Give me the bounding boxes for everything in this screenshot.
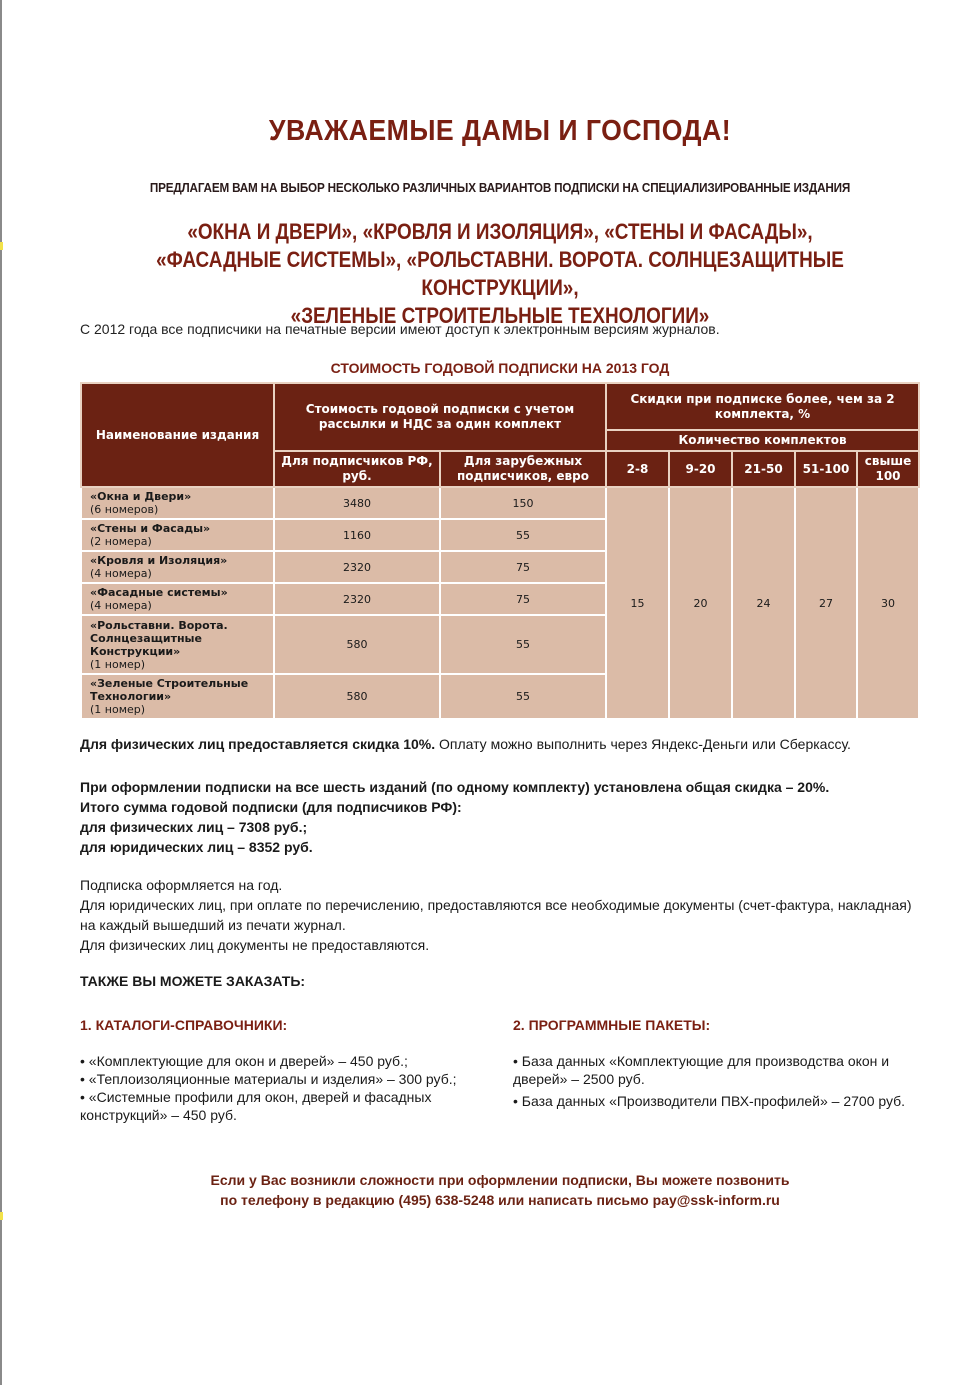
catalogs-title: 1. КАТАЛОГИ-СПРАВОЧНИКИ: [80, 1017, 288, 1033]
terms-note [80, 875, 930, 955]
bundle-line: При оформлении подписки на все шесть изданий (по одному комплекту) установлена общая скидка – 20%. [80, 779, 830, 795]
bundle-line: для физических лиц – 7308 руб.; [80, 819, 308, 835]
header-qty-51-100: 51-100 [795, 451, 857, 487]
edge-mark [0, 1212, 3, 1220]
discount-51-100: 27 [795, 487, 857, 719]
price-rf: 1160 [274, 519, 440, 551]
terms-line: Для физических лиц документы не предоставляются. [80, 937, 430, 953]
email-link[interactable]: pay@ssk-inform.ru [652, 1192, 780, 1208]
price-foreign: 55 [440, 519, 606, 551]
contact-line-1: Если у Вас возникли сложности при оформлении подписки, Вы можете позвонить [210, 1172, 790, 1188]
phone-number: (495) 638-5248 [398, 1192, 495, 1208]
header-qty-21-50: 21-50 [732, 451, 795, 487]
header-cost-foreign: Для зарубежных подписчиков, евро [440, 451, 606, 487]
edge-mark [0, 242, 3, 250]
software-item: • База данных «Производители ПВХ-профилей» – 2700 руб. [513, 1093, 906, 1109]
extras-heading: ТАКЖЕ ВЫ МОЖЕТЕ ЗАКАЗАТЬ: [80, 973, 306, 989]
publication-name: «Зеленые Строительные Технологии» (1 номер) [81, 674, 274, 719]
discount-21-50: 24 [732, 487, 795, 719]
header-name: Наименование издания [81, 383, 274, 487]
terms-line: Подписка оформляется на год. [80, 877, 283, 893]
bundle-note [80, 777, 829, 857]
contact-line-2: по телефону в редакцию (495) 638-5248 или написать письмо pay@ssk-inform.ru [220, 1192, 780, 1208]
discount-9-20: 20 [669, 487, 732, 719]
bundle-line: для юридических лиц – 8352 руб. [80, 839, 313, 855]
header-qty-over-100: свыше 100 [857, 451, 919, 487]
publication-name: «Окна и Двери» (6 номеров) [81, 487, 274, 519]
software-item: • База данных «Комплектующие для производства окон и дверей» – 2500 руб. [513, 1053, 890, 1087]
page-subtitle: ПРЕДЛАГАЕМ ВАМ НА ВЫБОР НЕСКОЛЬКО РАЗЛИЧНЫХ ВАРИАНТОВ ПОДПИСКИ НА СПЕЦИАЛИЗИРОВАННЫЕ ИЗДАНИЯ [149, 180, 851, 195]
header-cost-rf: Для подписчиков РФ, руб. [274, 451, 440, 487]
header-quantity-group: Количество комплектов [606, 430, 919, 451]
price-rf: 2320 [274, 583, 440, 615]
price-foreign: 75 [440, 583, 606, 615]
discount-note [80, 736, 851, 752]
publication-name: «Рольставни. Ворота. Солнцезащитные Конструкции» (1 номер) [81, 615, 274, 674]
bundle-line: Итого сумма годовой подписки (для подписчиков РФ): [80, 799, 462, 815]
header-qty-9-20: 9-20 [669, 451, 732, 487]
software-title: 2. ПРОГРАММНЫЕ ПАКЕТЫ: [513, 1017, 711, 1033]
discount-note-bold: Для физических лиц предоставляется скидка 10%. [80, 736, 436, 752]
price-rf: 580 [274, 674, 440, 719]
publication-name: «Кровля и Изоляция» (4 номера) [81, 551, 274, 583]
publication-name: «Стены и Фасады» (2 номера) [81, 519, 274, 551]
publication-name: «Фасадные системы» (4 номера) [81, 583, 274, 615]
price-table [80, 382, 920, 720]
table-title: СТОИМОСТЬ ГОДОВОЙ ПОДПИСКИ НА 2013 ГОД [330, 360, 670, 376]
publications-list [122, 218, 879, 330]
page-left-edge [0, 0, 2, 1385]
header-qty-2-8: 2-8 [606, 451, 669, 487]
price-foreign: 55 [440, 615, 606, 674]
discount-2-8: 15 [606, 487, 669, 719]
price-rf: 580 [274, 615, 440, 674]
publications-line: «ФАСАДНЫЕ СИСТЕМЫ», «РОЛЬСТАВНИ. ВОРОТА. СОЛНЦЕЗАЩИТНЫЕ КОНСТРУКЦИИ», [156, 247, 844, 300]
price-rf: 2320 [274, 551, 440, 583]
catalogs-section [80, 1016, 490, 1124]
contact-info [100, 1170, 900, 1210]
price-foreign: 55 [440, 674, 606, 719]
catalog-item: • «Системные профили для окон, дверей и фасадных конструкций» – 450 руб. [80, 1089, 432, 1123]
header-discount-group: Скидки при подписке более, чем за 2 комплекта, % [606, 383, 919, 430]
price-foreign: 75 [440, 551, 606, 583]
price-foreign: 150 [440, 487, 606, 519]
price-rf: 3480 [274, 487, 440, 519]
table-row [81, 487, 919, 519]
catalog-item: • «Теплоизоляционные материалы и изделия» – 300 руб.; [80, 1071, 457, 1087]
discount-over-100: 30 [857, 487, 919, 719]
page-title: УВАЖАЕМЫЕ ДАМЫ И ГОСПОДА! [268, 115, 732, 147]
publications-line: «ЗЕЛЕНЫЕ СТРОИТЕЛЬНЫЕ ТЕХНОЛОГИИ» [290, 303, 710, 328]
publications-line: «ОКНА И ДВЕРИ», «КРОВЛЯ И ИЗОЛЯЦИЯ», «СТЕНЫ И ФАСАДЫ», [187, 219, 813, 244]
catalog-item: • «Комплектующие для окон и дверей» – 450 руб.; [80, 1053, 408, 1069]
terms-line: Для юридических лиц, при оплате по перечислению, предоставляются все необходимые документы (счет-фактура, накладная) на каждый вышедший из печати журнал. [80, 897, 912, 933]
header-cost-group: Стоимость годовой подписки с учетом рассылки и НДС за один комплект [274, 383, 606, 451]
software-section [513, 1016, 923, 1114]
discount-note-rest: Оплату можно выполнить через Яндекс-Деньги или Сберкассу. [435, 736, 851, 752]
intro-text: С 2012 года все подписчики на печатные версии имеют доступ к электронным версиям журналов. [80, 321, 720, 337]
